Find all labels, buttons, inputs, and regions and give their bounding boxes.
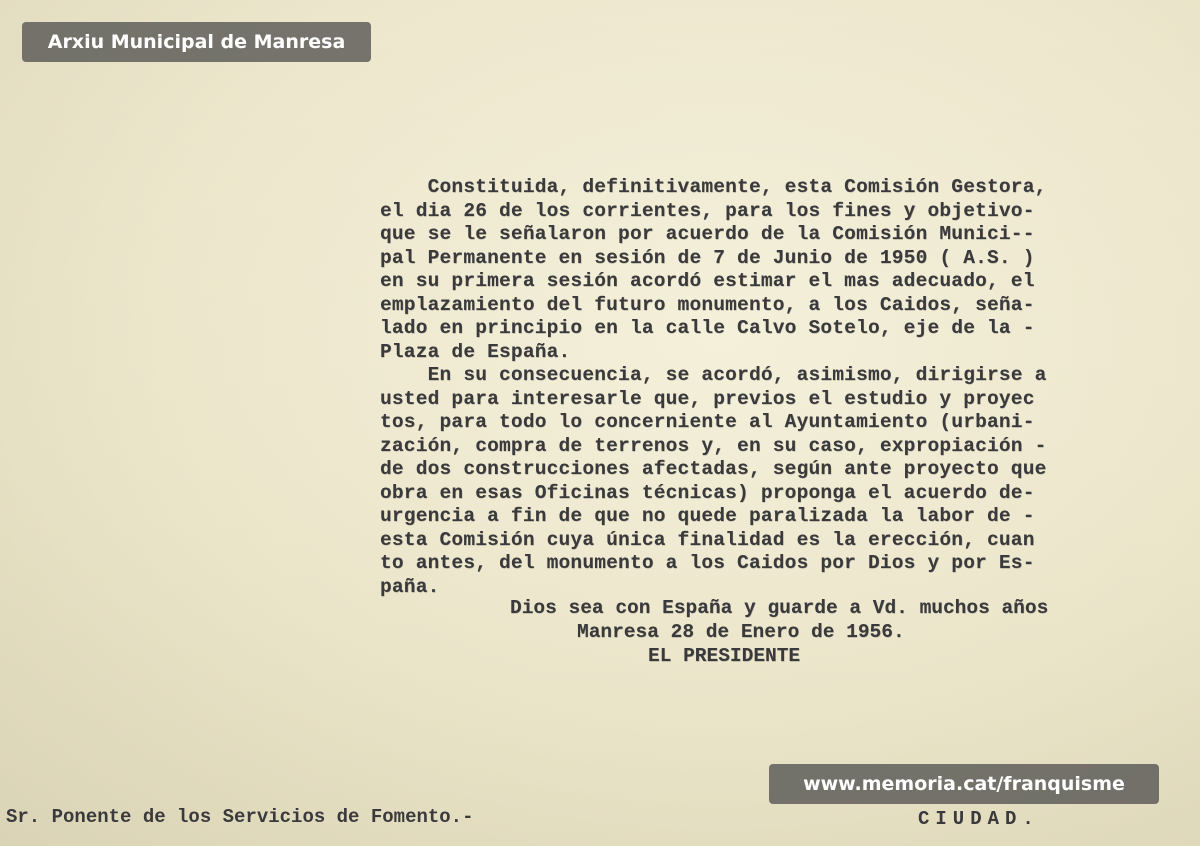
- letter-line: obra en esas Oficinas técnicas) proponga el acuerdo de-: [380, 481, 1035, 504]
- letter-body: [380, 176, 1170, 599]
- closing-signatory: EL PRESIDENTE: [648, 645, 801, 667]
- city-line: CIUDAD.: [918, 808, 1040, 830]
- letter-line: que se le señalaron por acuerdo de la Comisión Munici--: [380, 223, 1035, 245]
- website-watermark: www.memoria.cat/franquisme: [769, 764, 1159, 804]
- letter-line: urgencia a fin de que no quede paralizada la labor de -: [380, 505, 1035, 527]
- letter-line: Plaza de España.: [380, 340, 571, 363]
- letter-line: En su consecuencia, se acordó, asimismo, dirigirse a: [380, 364, 1047, 386]
- letter-line: emplazamiento del futuro monumento, a los Caidos, seña-: [380, 293, 1035, 316]
- addressee-line: Sr. Ponente de los Servicios de Fomento.-: [6, 806, 474, 828]
- letter-line: pal Permanente en sesión de 7 de Junio de 1950 ( A.S. ): [380, 246, 1035, 269]
- letter-line: usted para interesarle que, previos el estudio y proyec: [380, 387, 1035, 410]
- letter-line: paña.: [380, 575, 440, 598]
- closing-blessing: Dios sea con España y guarde a Vd. muchos años: [510, 597, 1049, 619]
- letter-line: zación, compra de terrenos y, en su caso, expropiación -: [380, 434, 1047, 457]
- letter-line: el dia 26 de los corrientes, para los fines y objetivo-: [380, 199, 1035, 222]
- letter-line: lado en principio en la calle Calvo Sotelo, eje de la -: [380, 317, 1035, 339]
- letter-line: de dos construcciones afectadas, según ante proyecto que: [380, 458, 1047, 480]
- letter-line: Constituida, definitivamente, esta Comisión Gestora,: [380, 176, 1047, 198]
- archive-watermark: Arxiu Municipal de Manresa: [22, 22, 371, 62]
- letter-line: esta Comisión cuya única finalidad es la erección, cuan: [380, 528, 1035, 551]
- letter-line: en su primera sesión acordó estimar el mas adecuado, el: [380, 270, 1035, 292]
- letter-line: tos, para todo lo concerniente al Ayuntamiento (urbani-: [380, 411, 1035, 433]
- closing-place-date: Manresa 28 de Enero de 1956.: [577, 621, 905, 643]
- letter-line: to antes, del monumento a los Caidos por Dios y por Es-: [380, 552, 1035, 574]
